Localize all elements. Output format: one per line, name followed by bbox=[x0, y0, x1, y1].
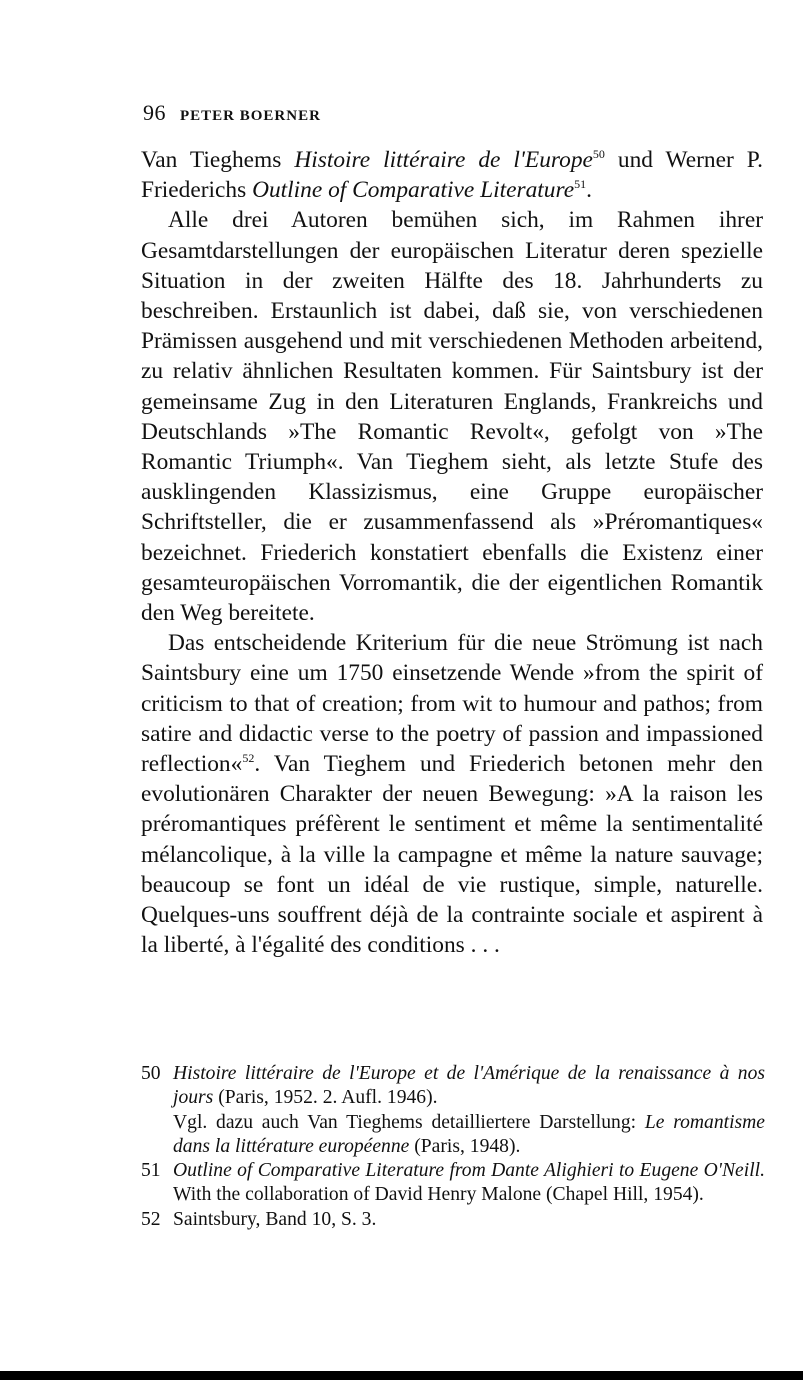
footnote-text: Vgl. dazu auch Van Tieghems detailliertere Darstellung: bbox=[173, 1111, 645, 1133]
footnote-text: Saintsbury, Band 10, S. 3. bbox=[173, 1208, 377, 1230]
footnote-number: 51 bbox=[141, 1160, 161, 1182]
title-outline-comparative: Outline of Comparative Literature bbox=[252, 177, 575, 204]
footnote-title: Le romantisme dans la littérature européenne bbox=[173, 1111, 765, 1157]
footnote-ref-50: 50 bbox=[592, 147, 605, 161]
footnote-text: With the collaboration of David Henry Malone (Chapel Hill, 1954). bbox=[173, 1184, 704, 1206]
p3-text-1: Das entscheidende Kriterium für die neue Strömung ist nach Saintsbury eine um 1750 einsetzende Wende »from the spirit of criticism to that of creation; from wit to humour and pathos; from satire and didactic verse to the poetry of passion and impassioned reflection« bbox=[141, 630, 763, 778]
running-header bbox=[143, 100, 321, 126]
title-histoire-litteraire: Histoire littéraire de l'Europe bbox=[294, 147, 593, 173]
paragraph-3 bbox=[141, 628, 763, 960]
p1-text-2: und Werner P. Friederichs bbox=[141, 147, 763, 204]
footnote-ref-52: 52 bbox=[242, 751, 255, 766]
footnote-50 bbox=[141, 1062, 765, 1159]
paragraph-2: Alle drei Autoren bemühen sich, im Rahmen ihrer Gesamtdarstellungen der europäischen Literatur deren spezielle Situation in der zweiten Hälfte des 18. Jahrhunderts zu beschreiben. Erstaunlich ist dabei, daß sie, von verschiedenen Prämissen ausgehend und mit verschiedenen Methoden arbeitend, zu relativ ähnlichen Resultaten kommen. Für Saintsbury ist der gemeinsame Zug in den Literaturen Englands, Frankreichs und Deutschlands »The Romantic Revolt«, gefolgt von »The Romantic Triumph«. Van Tieghem sieht, als letzte Stufe des ausklingenden Klassizismus, eine Gruppe europäischer Schriftsteller, die er zusammenfassend als »Préromantiques« bezeichnet. Friederich konstatiert ebenfalls die Existenz einer gesamteuropäischen Vorromantik, die der eigentlichen Romantik den Weg bereitete. bbox=[141, 207, 763, 627]
footnote-text: (Paris, 1948). bbox=[409, 1135, 521, 1157]
page-number: 96 bbox=[143, 100, 166, 125]
footnotes bbox=[141, 1062, 765, 1232]
footnote-text: (Paris, 1952. 2. Aufl. 1946). bbox=[213, 1087, 438, 1109]
footnote-52 bbox=[141, 1208, 765, 1232]
footnote-number: 50 bbox=[141, 1063, 161, 1084]
running-head-author: PETER BOERNER bbox=[180, 108, 321, 124]
p3-text-2: . Van Tieghem und Friederich betonen mehr den evolutionären Charakter der neuen Bewegung: »A la raison les préromantiques préfèrent le sentiment et même la sentimentalité mélancolique, à la ville la campagne et même la nature sauvage; beaucoup se font un idéal de vie rustique, simple, naturelle. Quelques-uns souffrent déjà de la contrainte sociale et aspirent à la liberté, à l'égalité des conditions . . . bbox=[141, 751, 763, 959]
footnote-51 bbox=[141, 1159, 765, 1208]
p1-text-3: . bbox=[586, 177, 592, 204]
footnote-title: Outline of Comparative Literature from Dante Alighieri to Eugene O'Neill. bbox=[173, 1160, 765, 1182]
footnote-ref-51: 51 bbox=[574, 177, 587, 192]
scan-edge-bar bbox=[0, 1371, 803, 1380]
p1-text-1: Van Tieghems bbox=[141, 147, 295, 173]
paragraph-1 bbox=[141, 145, 763, 205]
footnote-title: Histoire littéraire de l'Europe et de l'Amérique de la renaissance à nos jours bbox=[173, 1063, 765, 1109]
main-text bbox=[141, 145, 763, 960]
footnote-number: 52 bbox=[141, 1208, 161, 1230]
